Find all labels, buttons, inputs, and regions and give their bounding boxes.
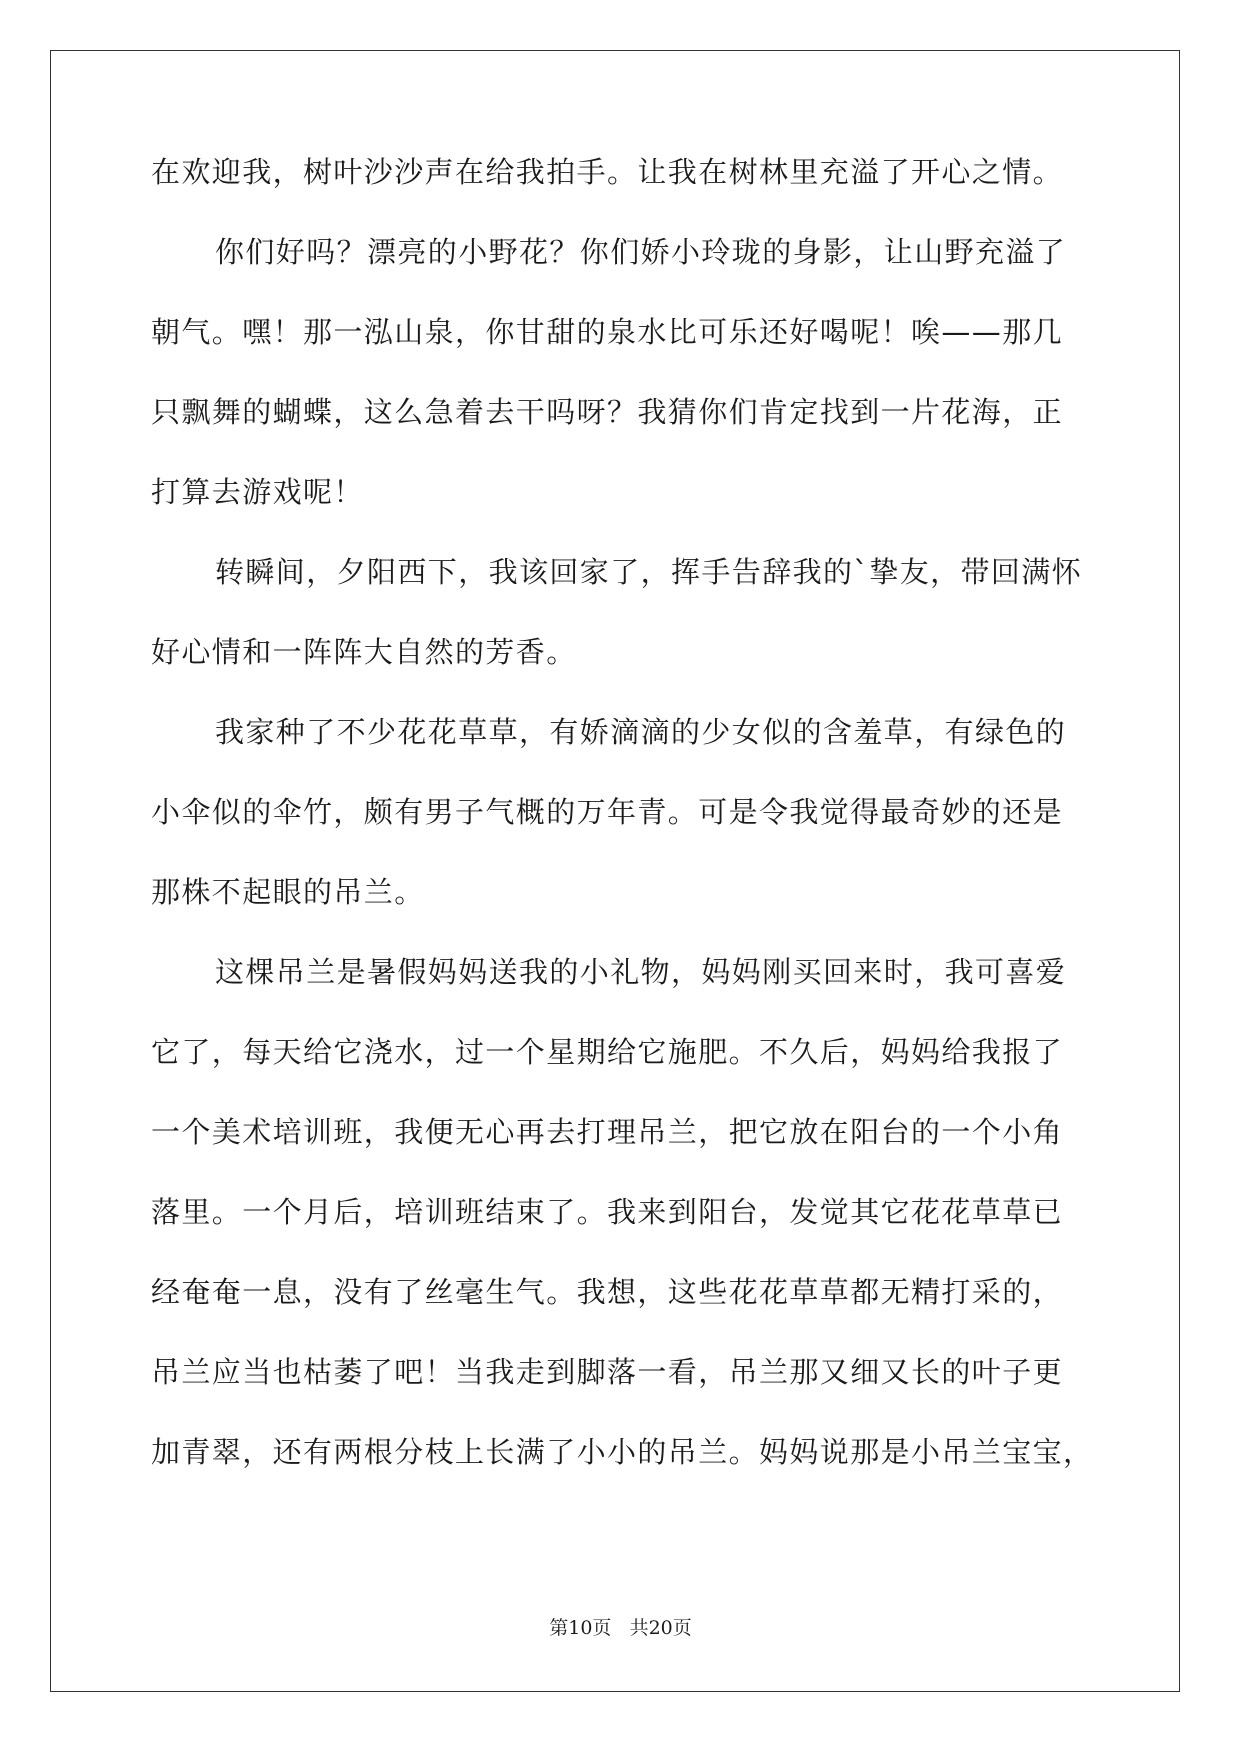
page-number-total: 20 <box>648 1617 673 1639</box>
total-label-suffix: 页 <box>672 1617 692 1639</box>
text-line: 打算去游戏呢！ <box>151 475 364 509</box>
page-number-current: 10 <box>568 1617 593 1639</box>
text-line: 我家种了不少花花草草，有娇滴滴的少女似的含羞草，有绿色的 <box>215 715 1067 749</box>
text-line: 转瞬间，夕阳西下，我该回家了，挥手告辞我的`挚友，带回满怀 <box>215 555 1083 589</box>
text-line: 那株不起眼的吊兰。 <box>151 875 425 909</box>
total-label-prefix: 共 <box>629 1617 649 1639</box>
text-line: 你们好吗？漂亮的小野花？你们娇小玲珑的身影，让山野充溢了 <box>215 235 1067 269</box>
text-line: 经奄奄一息，没有了丝毫生气。我想，这些花花草草都无精打采的， <box>151 1275 1064 1309</box>
page-label-suffix: 页 <box>592 1617 612 1639</box>
text-line: 吊兰应当也枯萎了吧！当我走到脚落一看，吊兰那又细又长的叶子更 <box>151 1355 1064 1389</box>
text-line: 朝气。嘿！那一泓山泉，你甘甜的泉水比可乐还好喝呢！唉——那几 <box>151 315 1064 349</box>
page-footer <box>0 1613 1241 1640</box>
text-line: 在欢迎我，树叶沙沙声在给我拍手。让我在树林里充溢了开心之情。 <box>151 155 1064 189</box>
document-body <box>151 155 1094 1520</box>
text-line: 好心情和一阵阵大自然的芳香。 <box>151 635 577 669</box>
text-line: 小伞似的伞竹，颇有男子气概的万年青。可是令我觉得最奇妙的还是 <box>151 795 1064 829</box>
text-line: 这棵吊兰是暑假妈妈送我的小礼物，妈妈刚买回来时，我可喜爱 <box>215 955 1067 989</box>
page-label-prefix: 第 <box>549 1617 569 1639</box>
text-line: 落里。一个月后，培训班结束了。我来到阳台，发觉其它花花草草已 <box>151 1195 1064 1229</box>
text-line: 一个美术培训班，我便无心再去打理吊兰，把它放在阳台的一个小角 <box>151 1115 1064 1149</box>
text-line: 只飘舞的蝴蝶，这么急着去干吗呀？我猜你们肯定找到一片花海，正 <box>151 395 1064 429</box>
text-line: 它了，每天给它浇水，过一个星期给它施肥。不久后，妈妈给我报了 <box>151 1035 1064 1069</box>
text-line: 加青翠，还有两根分枝上长满了小小的吊兰。妈妈说那是小吊兰宝宝， <box>151 1435 1094 1469</box>
